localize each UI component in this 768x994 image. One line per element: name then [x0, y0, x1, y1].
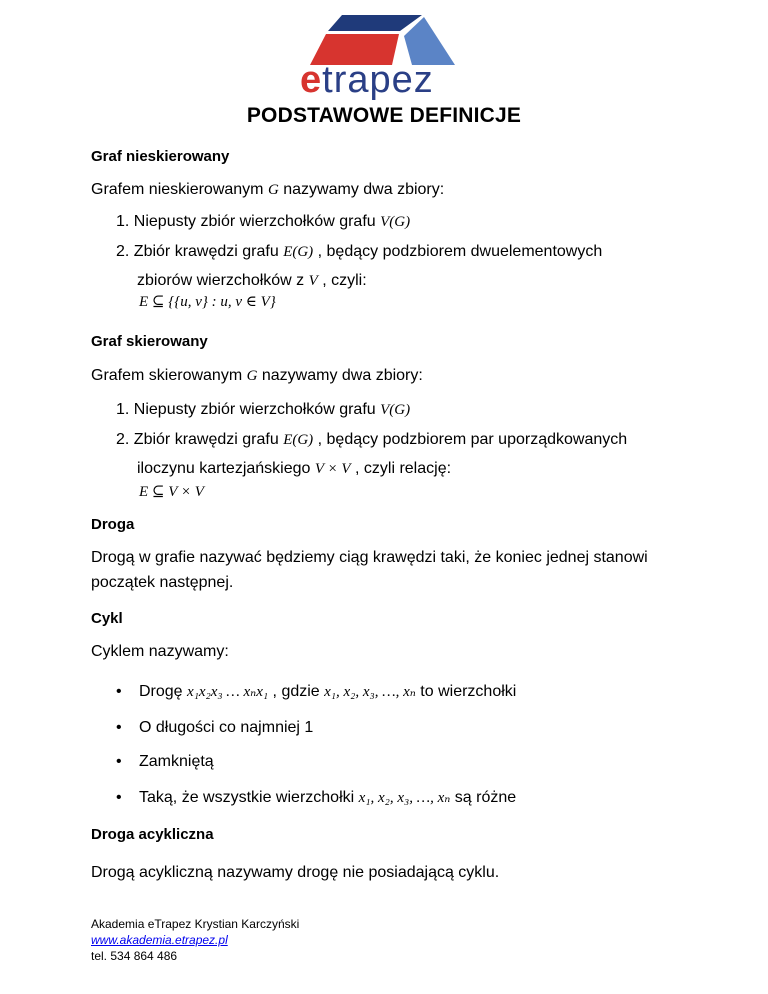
- cycle-b1-text: Drogę: [139, 683, 188, 700]
- cycle-bullet-1: [116, 682, 516, 701]
- footer-phone: tel. 534 864 486: [91, 949, 178, 963]
- footer: [91, 916, 299, 964]
- bullet-icon: •: [116, 789, 122, 806]
- cycle-b3-text: Zamkniętą: [139, 753, 214, 770]
- cycle-b4-math: x₁, x₂, x₃, …, xₙ: [358, 790, 451, 806]
- footer-website-link[interactable]: www.akademia.etrapez.pl: [91, 933, 228, 947]
- undirected-item-2-math: E(G): [283, 244, 314, 260]
- path-line-1: Drogą w grafie nazywać będziemy ciąg krawędzi taki, że koniec jednej stanowi: [91, 549, 648, 566]
- cycle-b1-mid: , gdzie: [268, 683, 325, 700]
- undirected-item-2-cont: [137, 272, 367, 290]
- bullet-icon: •: [116, 719, 122, 736]
- directed-intro: [91, 367, 423, 385]
- directed-cont-after: , czyli relację:: [350, 460, 452, 477]
- undirected-item-2-text: 2. Zbiór krawędzi grafu: [116, 243, 284, 260]
- undirected-intro-var: G: [267, 182, 279, 198]
- cycle-b1-math-1: x₁x₂x₃ … xₙx₁: [187, 684, 269, 700]
- cycle-bullet-2: [116, 719, 313, 737]
- bullet-icon: •: [116, 753, 122, 770]
- heading-undirected: Graf nieskierowany: [91, 148, 230, 165]
- directed-item-1: [116, 401, 410, 419]
- cycle-bullet-4: [116, 788, 516, 807]
- logo-text: trapez: [322, 59, 434, 101]
- path-line-2: początek następnej.: [91, 574, 234, 591]
- directed-formula: E ⊆ V × V: [139, 484, 204, 500]
- bullet-icon: •: [116, 683, 122, 700]
- heading-directed: Graf skierowany: [91, 333, 208, 350]
- directed-intro-text: Grafem skierowanym: [91, 367, 247, 384]
- page-title: PODSTAWOWE DEFINICJE: [246, 104, 522, 127]
- undirected-cont-text: zbiorów wierzchołków z: [137, 272, 309, 289]
- undirected-cont-var: V: [308, 273, 318, 289]
- logo-letter-e: e: [300, 59, 323, 101]
- cycle-b4-text: Taką, że wszystkie wierzchołki: [139, 789, 359, 806]
- heading-path: Droga: [91, 516, 135, 533]
- logo-wordmark: [300, 58, 434, 102]
- undirected-item-1-math: V(G): [380, 214, 411, 230]
- heading-cycle: Cykl: [91, 610, 123, 627]
- heading-acyclic: Droga acykliczna: [91, 826, 214, 843]
- directed-item-2-math: E(G): [283, 432, 314, 448]
- directed-item-2-after: , będący podzbiorem par uporządkowanych: [313, 431, 628, 448]
- undirected-intro: [91, 181, 444, 199]
- footer-company: Akademia eTrapez Krystian Karczyński: [91, 917, 300, 931]
- directed-item-1-text: 1. Niepusty zbiór wierzchołków grafu: [116, 401, 381, 418]
- cycle-b1-math-2: x₁, x₂, x₃, …, xₙ: [324, 684, 416, 700]
- undirected-intro-after: nazywamy dwa zbiory:: [278, 181, 445, 198]
- undirected-cont-after: , czyli:: [317, 272, 367, 289]
- directed-intro-var: G: [246, 368, 258, 384]
- etrapez-logo: [296, 12, 472, 106]
- cycle-b4-after: są różne: [450, 789, 517, 806]
- cycle-b2-text: O długości co najmniej 1: [139, 719, 314, 736]
- cycle-bullet-3: [116, 753, 214, 771]
- cycle-intro: Cyklem nazywamy:: [91, 643, 229, 660]
- directed-item-1-math: V(G): [380, 402, 411, 418]
- directed-cont-text: iloczynu kartezjańskiego: [137, 460, 315, 477]
- directed-cont-var: V × V: [314, 461, 351, 477]
- directed-item-2: [116, 431, 627, 449]
- directed-item-2-cont: [137, 460, 451, 478]
- undirected-intro-text: Grafem nieskierowanym: [91, 181, 268, 198]
- directed-intro-after: nazywamy dwa zbiory:: [257, 367, 423, 384]
- undirected-item-2: [116, 243, 602, 261]
- undirected-item-1-text: 1. Niepusty zbiór wierzchołków grafu: [116, 213, 381, 230]
- undirected-formula: E ⊆ {{u, v} : u, v ∈ V}: [139, 294, 276, 310]
- logo-dark-blue-shape: [328, 15, 422, 31]
- acyclic-text: Drogą acykliczną nazywamy drogę nie posiadającą cyklu.: [91, 864, 500, 881]
- undirected-item-1: [116, 213, 410, 231]
- directed-item-2-text: 2. Zbiór krawędzi grafu: [116, 431, 284, 448]
- undirected-item-2-after: , będący podzbiorem dwuelementowych: [313, 243, 603, 260]
- cycle-b1-after: to wierzchołki: [415, 683, 517, 700]
